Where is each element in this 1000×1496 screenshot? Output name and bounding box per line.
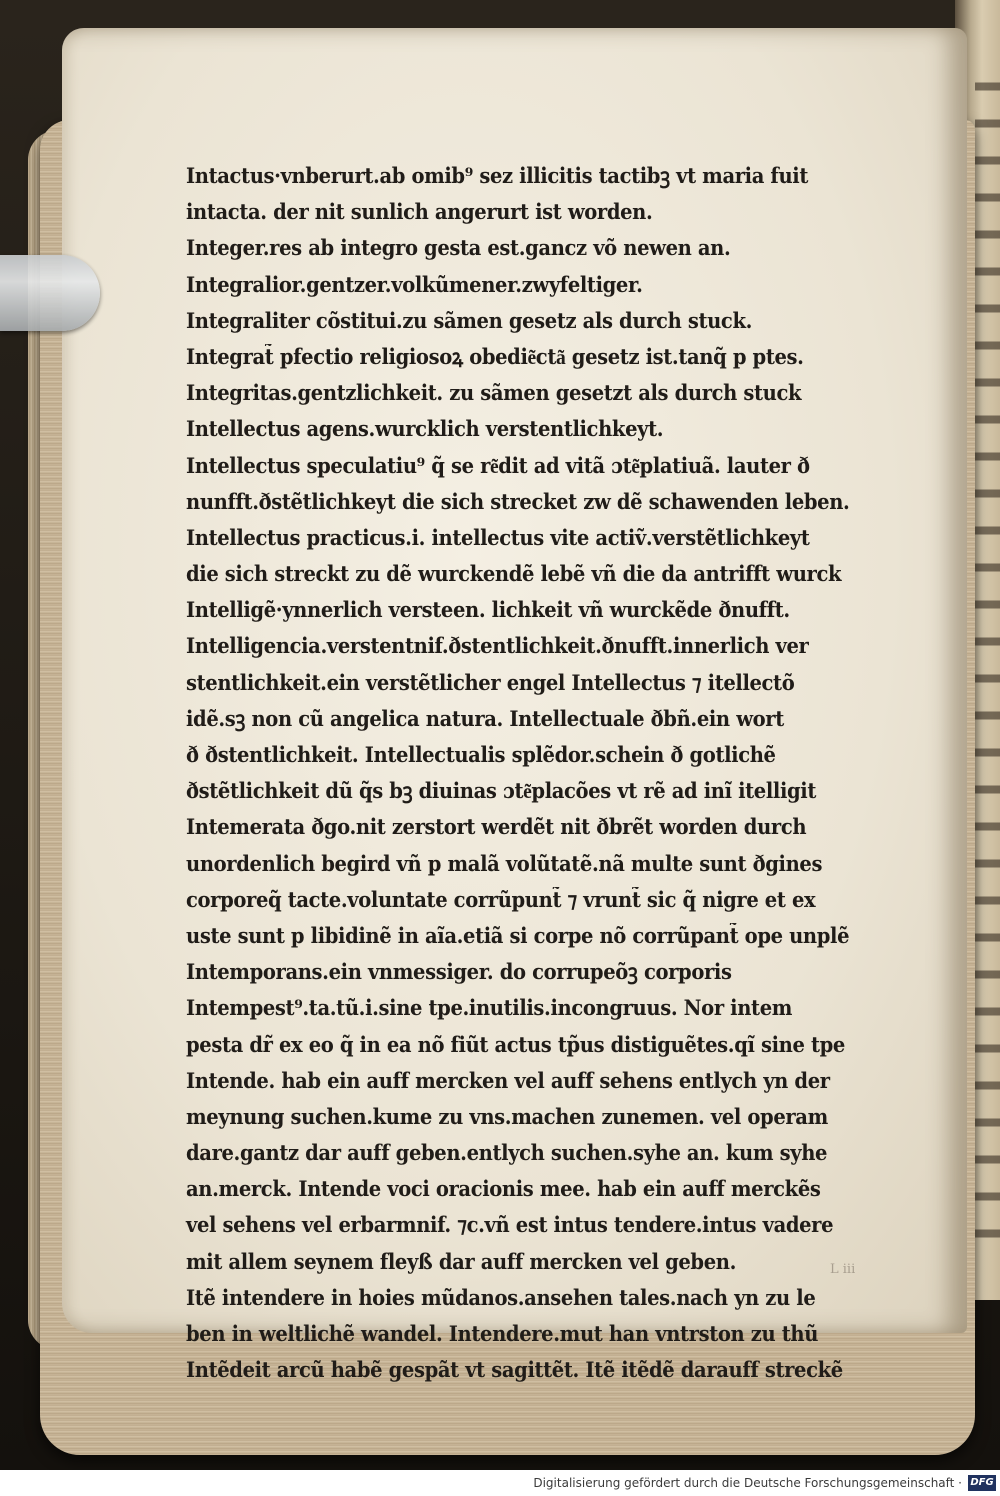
text-line: Intemporans.ein vnmessiger. do corrupeõꝫ corporis <box>186 959 732 985</box>
text-line: Intempest⁹.ta.tũ.i.sine tpe.inutilis.incongruus. Nor intem <box>186 995 793 1021</box>
facing-page-text <box>975 60 1000 1260</box>
text-line: vel sehens vel erbarmnif. ⁊c.vñ est intus tendere.intus vadere <box>186 1212 834 1238</box>
text-line: Integritas.gentzlichkeit. zu sãmen gesetzt als durch stuck <box>186 380 802 406</box>
text-line: meynung suchen.kume zu vns.machen zunemen. vel operam <box>186 1103 828 1129</box>
text-line: intacta. der nit sunlich angerurt ist worden. <box>186 199 653 225</box>
text-line: pesta dr̃ ex eo q̃ in ea nõ fiũt actus tp̃us distiguẽtes.qĩ sine tpe <box>186 1031 845 1057</box>
page-clip <box>0 255 100 331</box>
text-line: ð ðstentlichkeit. Intellectualis splẽdor.schein ð gotlichẽ <box>186 742 776 767</box>
dfg-logo: DFG <box>968 1475 996 1491</box>
text-line: Intende. hab ein auff mercken vel auff sehens entlych yn der <box>186 1067 830 1093</box>
text-line: Intellectus practicus.i. intellectus vite actiṽ.verstẽtlichkeyt <box>186 524 810 550</box>
text-line: corporeq̃ tacte.voluntate corrũpunt̃ ⁊ vrunt̃ sic q̃ nigre et ex <box>186 886 816 912</box>
text-line: dare.gantz dar auff geben.entlych suchen.syhe an. kum syhe <box>186 1140 828 1166</box>
text-line: uste sunt p libidinẽ in aĩa.etiã si corpe nõ corrũpant̃ ope unplẽ <box>186 922 850 948</box>
text-line: Intẽdeit arcũ habẽ gespãt vt sagittẽt. Itẽ itẽdẽ darauff streckẽ <box>186 1357 843 1383</box>
text-line: ben in weltlichẽ wandel. Intendere.mut han vntrston zu thũ <box>186 1321 819 1346</box>
text-line: stentlichkeit.ein verstẽtlicher engel Intellectus ⁊ itellectõ <box>186 669 795 695</box>
text-line: Intellectus speculatiu⁹ q̃ se re͂dit ad vitã ɔte͂platiuã. lauter ð <box>186 452 810 478</box>
text-line: idẽ.sꝫ non cũ angelica natura. Intellectuale ðbñ.ein wort <box>186 705 784 731</box>
credit-bar <box>0 1470 1000 1496</box>
text-line: ðstẽtlichkeit dũ q̃s bꝫ diuinas ɔte͂placões vt rẽ ad inĩ itelligit <box>186 778 816 804</box>
text-line: die sich streckt zu dẽ wurckendẽ lebẽ vñ die da antrifft wurck <box>186 561 842 587</box>
text-line: Integer.res ab integro gesta est.gancz võ newen an. <box>186 235 731 261</box>
text-line: Intellectus agens.wurcklich verstentlichkeyt. <box>186 416 664 442</box>
folio-mark: L iii <box>830 1262 856 1277</box>
text-line: Intelligencia.verstentnif.ðstentlichkeit.ðnufft.innerlich ver <box>186 633 809 659</box>
text-line: Intactus·vnberurt.ab omib⁹ sez illicitis tactibꝫ vt maria fuit <box>186 163 808 188</box>
text-line: Integrat̃ pfectio religiosoꝝ obedie͂cta͂ gesetz ist.tanq̃ p ptes. <box>186 343 804 369</box>
text-line: Integraliter cõstitui.zu sãmen gesetz als durch stuck. <box>186 307 753 333</box>
text-line: mit allem seynem fleyß dar auff mercken vel geben. <box>186 1248 737 1274</box>
text-line: unordenlich begird vñ p malã volũtatẽ.nã multe sunt ðgines <box>186 850 823 876</box>
credit-text: Digitalisierung gefördert durch die Deutsche Forschungsgemeinschaft · <box>533 1476 962 1490</box>
text-line: an.merck. Intende voci oracionis mee. hab ein auff merckẽs <box>186 1176 821 1202</box>
text-line: Integralior.gentzer.volkũmener.zwyfeltiger. <box>186 271 643 297</box>
text-line: Itẽ intendere in hoies mũdanos.ansehen tales.nach yn zu le <box>186 1284 816 1310</box>
page-text <box>186 158 886 1388</box>
text-line: Intemerata ðgo.nit zerstort werdẽt nit ðbrẽt worden durch <box>186 814 807 840</box>
text-line: nunfft.ðstẽtlichkeyt die sich strecket zw dẽ schawenden leben. <box>186 488 850 514</box>
text-line: Intelligẽ·ynnerlich versteen. lichkeit vñ wurckẽde ðnufft. <box>186 597 790 623</box>
